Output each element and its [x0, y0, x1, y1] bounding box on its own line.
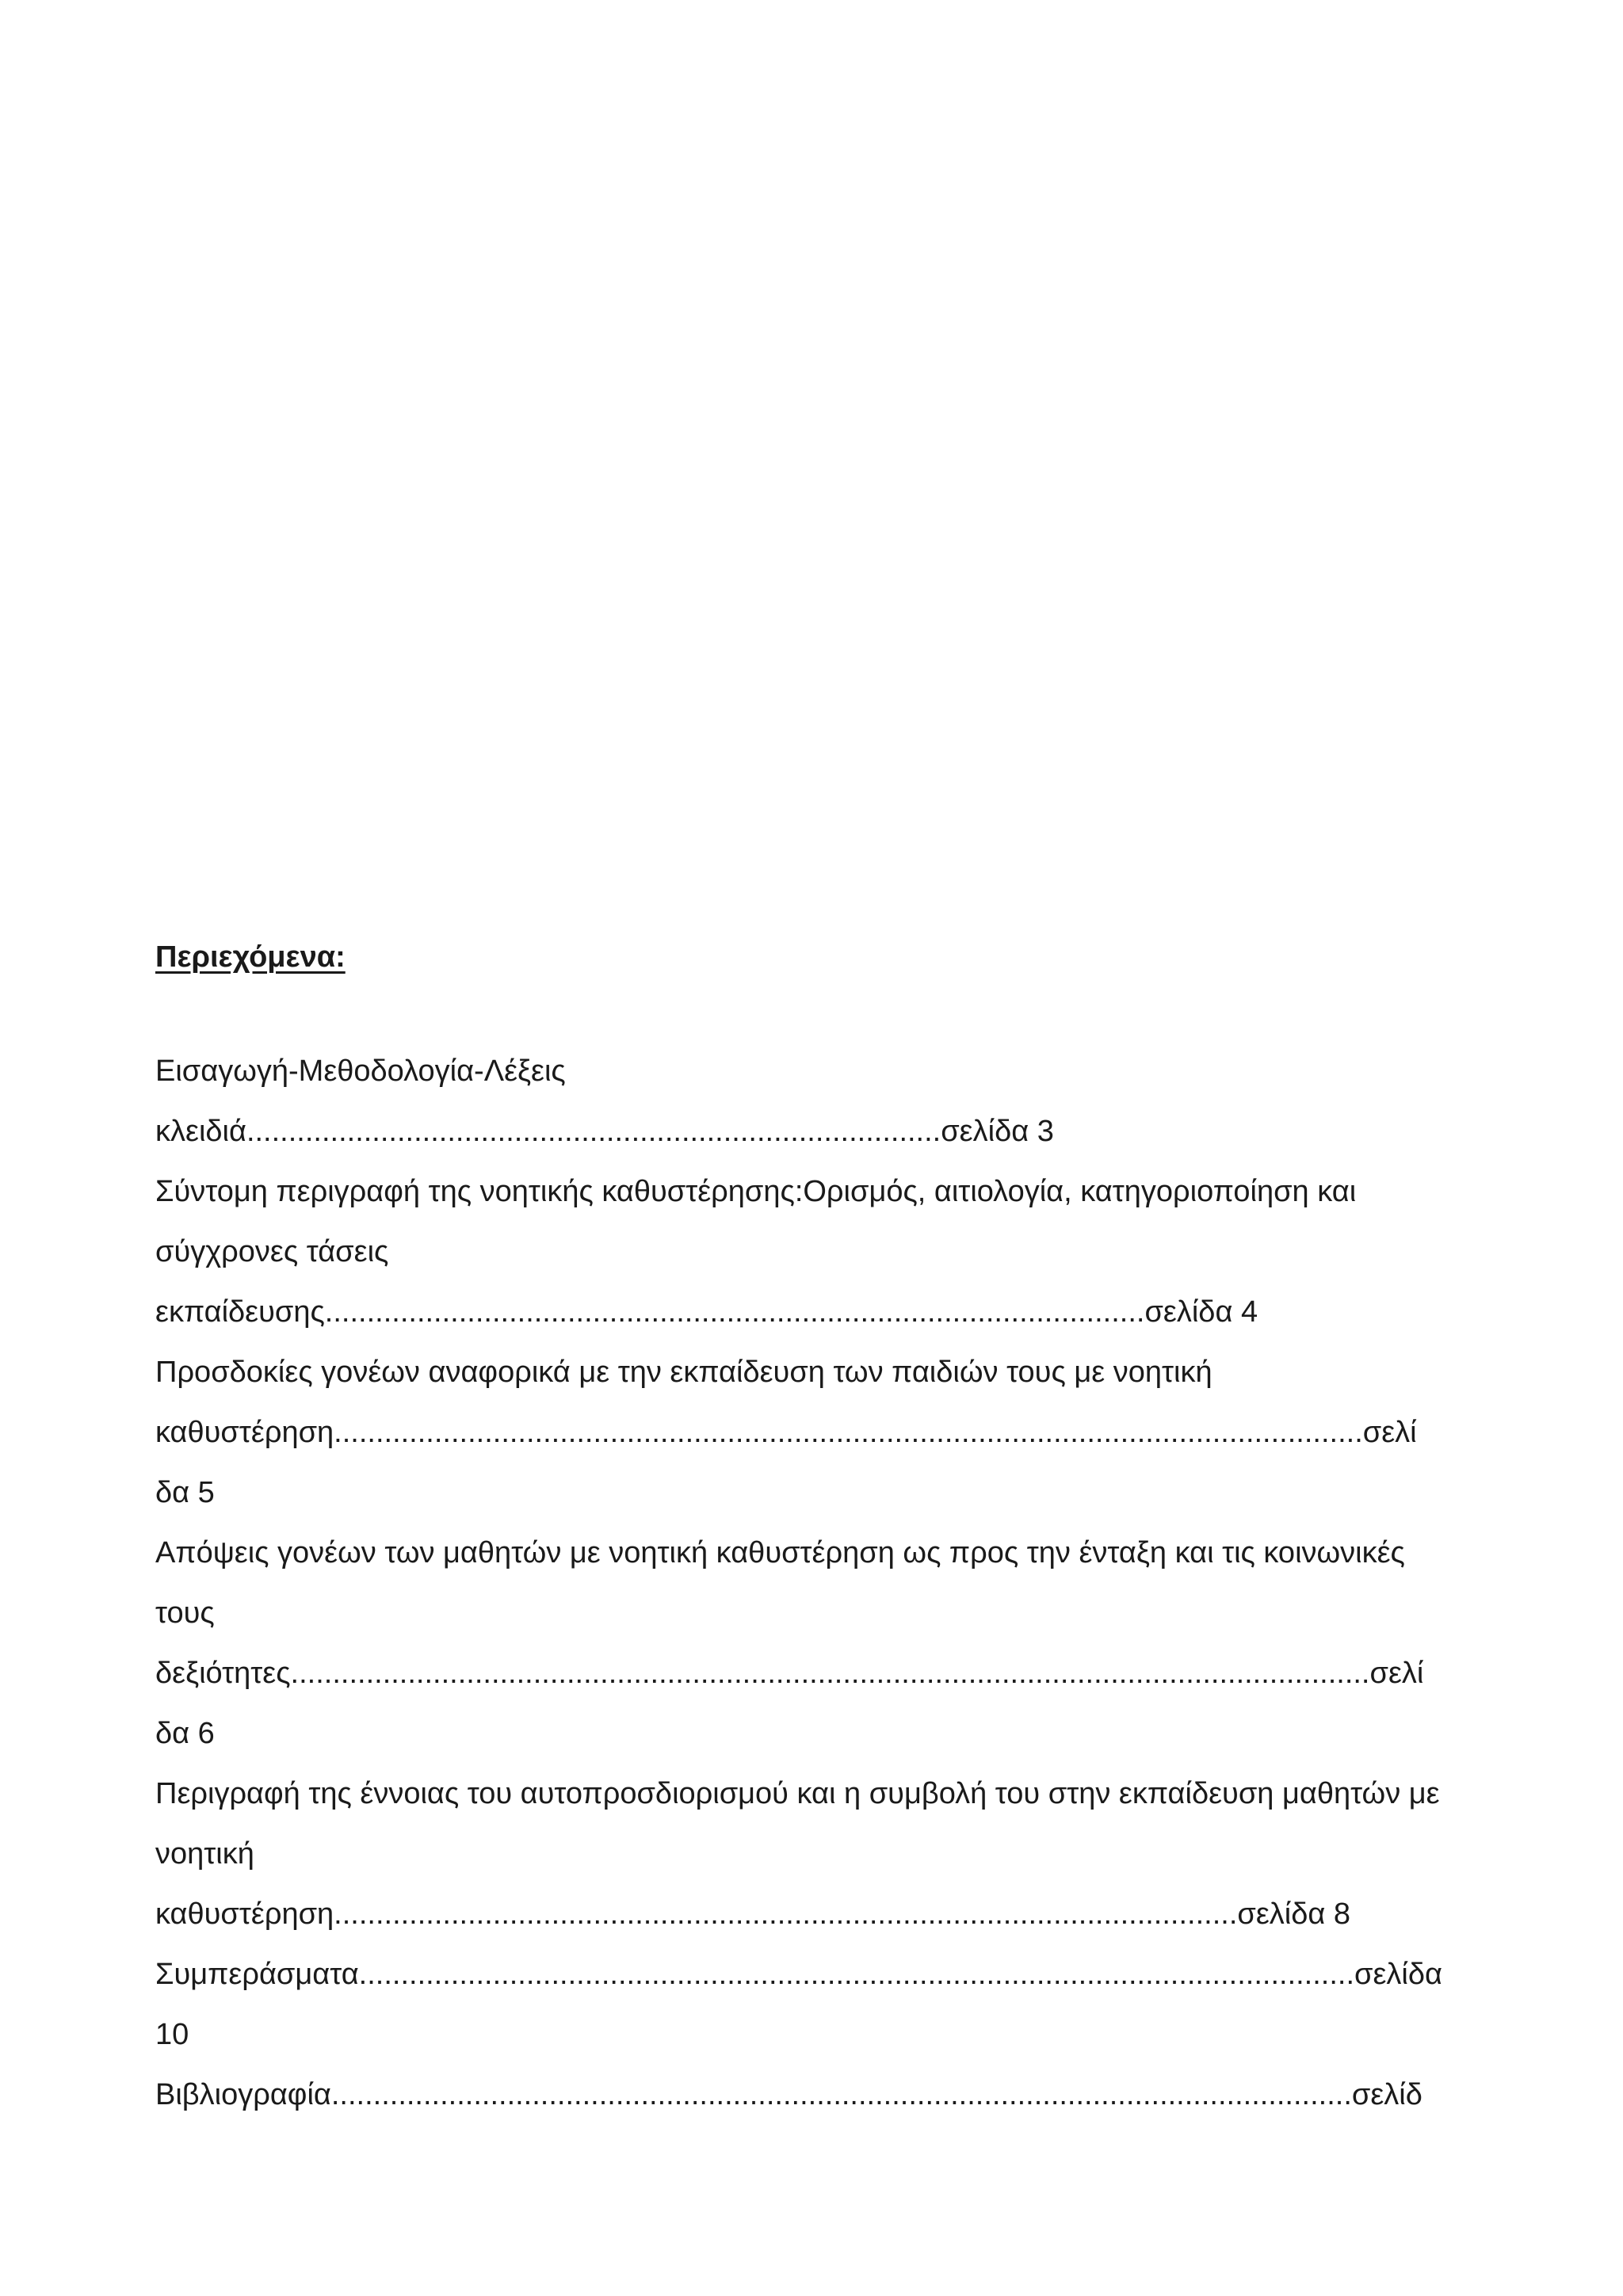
toc-line: τους [155, 1596, 215, 1630]
toc-line: σύγχρονες τάσεις [155, 1235, 389, 1268]
toc-line: κλειδιά...................................................................................σελίδα 3 [155, 1115, 1054, 1148]
toc-line: Προσδοκίες γονέων αναφορικά με την εκπαίδευση των παιδιών τους με νοητική [155, 1356, 1212, 1389]
toc-line: δα 6 [155, 1717, 215, 1750]
toc-line: Βιβλιογραφία..........................................................................................................................σελίδ [155, 2078, 1423, 2111]
toc-line: 10 [155, 2018, 189, 2051]
toc-line: δα 5 [155, 1476, 215, 1509]
toc-line: Εισαγωγή-Μεθοδολογία-Λέξεις [155, 1055, 566, 1088]
toc-line: Περιγραφή της έννοιας του αυτοπροσδιορισμού και η συμβολή του στην εκπαίδευση μαθητών με [155, 1777, 1440, 1810]
table-of-contents [155, 935, 1487, 2125]
toc-line: Συμπεράσματα.......................................................................................................................σελίδα [155, 1958, 1442, 1991]
toc-line: νοητική [155, 1837, 254, 1871]
toc-line: καθυστέρηση............................................................................................................σελίδα 8 [155, 1897, 1351, 1931]
toc-line: εκπαίδευσης..................................................................................................σελίδα 4 [155, 1295, 1258, 1329]
toc-line: Σύντομη περιγραφή της νοητικής καθυστέρησης:Ορισμός, αιτιολογία, κατηγοριοποίηση και [155, 1175, 1357, 1208]
toc-heading: Περιεχόμενα: [155, 940, 346, 974]
toc-line: καθυστέρηση...........................................................................................................................σελί [155, 1416, 1417, 1449]
toc-line: δεξιότητες.................................................................................................................................σελί [155, 1657, 1424, 1690]
toc-line: Απόψεις γονέων των μαθητών με νοητική καθυστέρηση ως προς την ένταξη και τις κοινωνικές [155, 1536, 1405, 1569]
